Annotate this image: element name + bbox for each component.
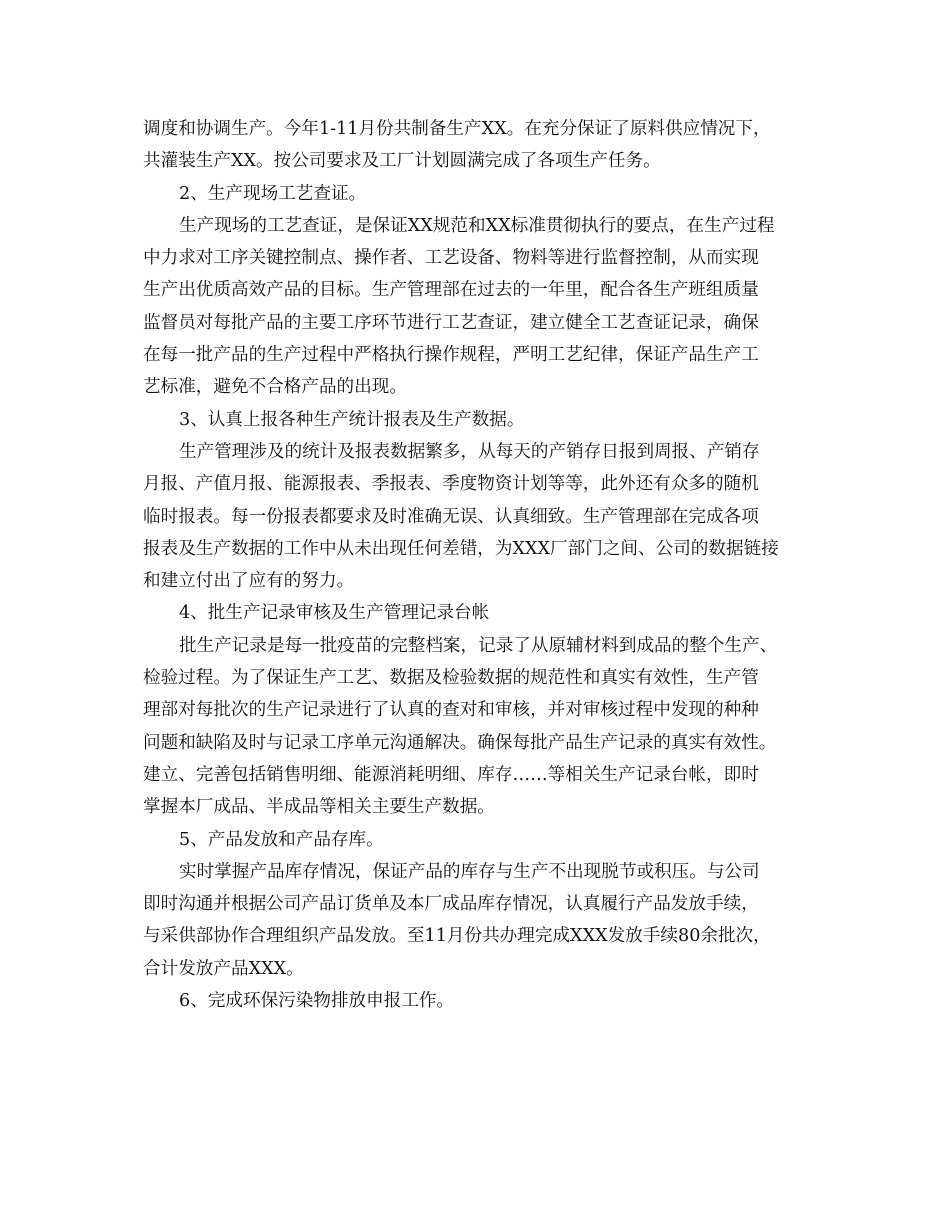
section-heading: 4、批生产记录审核及生产管理记录台帐 — [179, 603, 490, 624]
text-line: 生产管理涉及的统计及报表数据繁多，从每天的产销存日报到周报、产销存 — [179, 441, 760, 462]
text-line: 月报、产值月报、能源报表、季报表、季度物资计划等等，此外还有众多的随机 — [143, 474, 759, 495]
text-line: 临时报表。每一份报表都要求及时准确无误、认真细致。生产管理部在完成各项 — [143, 506, 759, 527]
text-line: 即时沟通并根据公司产品订货单及本厂成品库存情况，认真履行产品发放手续， — [143, 894, 759, 915]
text-line: 合计发放产品XXX。 — [143, 958, 304, 979]
text-line: 理部对每批次的生产记录进行了认真的查对和审核，并对审核过程中发现的种种 — [143, 700, 759, 721]
text-line: 批生产记录是每一批疫苗的完整档案，记录了从原辅材料到成品的整个生产、 — [179, 635, 778, 656]
text-line: 问题和缺陷及时与记录工序单元沟通解决。确保每批产品生产记录的真实有效性。 — [143, 732, 777, 753]
text-line: 监督员对每批产品的主要工序环节进行工艺查证，建立健全工艺查证记录，确保 — [143, 312, 759, 333]
text-line: 艺标准，避免不合格产品的出现。 — [143, 377, 407, 398]
document-body — [143, 113, 808, 1017]
text-line: 实时掌握产品库存情况，保证产品的库存与生产不出现脱节或积压。与公司 — [179, 861, 760, 882]
text-line: 调度和协调生产。今年1-11月份共制备生产XX。在充分保证了原料供应情况下， — [143, 119, 771, 139]
text-line: 和建立付出了应有的努力。 — [143, 571, 355, 592]
text-line: 建立、完善包括销售明细、能源消耗明细、库存……等相关生产记录台帐，即时 — [143, 764, 759, 785]
text-line: 掌握本厂成品、半成品等相关主要生产数据。 — [143, 797, 495, 818]
section-heading: 2、生产现场工艺查证。 — [179, 183, 367, 204]
text-line: 与采供部协作合理组织产品发放。至11月份共办理完成XXX发放手续80余批次， — [143, 926, 771, 947]
section-heading: 3、认真上报各种生产统计报表及生产数据。 — [179, 409, 525, 430]
text-line: 中力求对工序关键控制点、操作者、工艺设备、物料等进行监督控制，从而实现 — [143, 248, 759, 269]
section-heading: 5、产品发放和产品存库。 — [179, 829, 384, 850]
section-heading: 6、完成环保污染物排放申报工作。 — [179, 991, 455, 1012]
text-line: 生产出优质高效产品的目标。生产管理部在过去的一年里，配合各生产班组质量 — [143, 280, 759, 301]
text-line: 报表及生产数据的工作中从未出现任何差错，为XXX厂部门之间、公司的数据链接 — [143, 538, 779, 559]
text-line: 共灌装生产XX。按公司要求及工厂计划圆满完成了各项生产任务。 — [143, 151, 661, 172]
text-line: 检验过程。为了保证生产工艺、数据及检验数据的规范性和真实有效性，生产管 — [143, 668, 759, 689]
text-line: 生产现场的工艺查证，是保证XX规范和XX标准贯彻执行的要点，在生产过程 — [179, 215, 775, 236]
text-line: 在每一批产品的生产过程中严格执行操作规程，严明工艺纪律，保证产品生产工 — [143, 345, 759, 366]
